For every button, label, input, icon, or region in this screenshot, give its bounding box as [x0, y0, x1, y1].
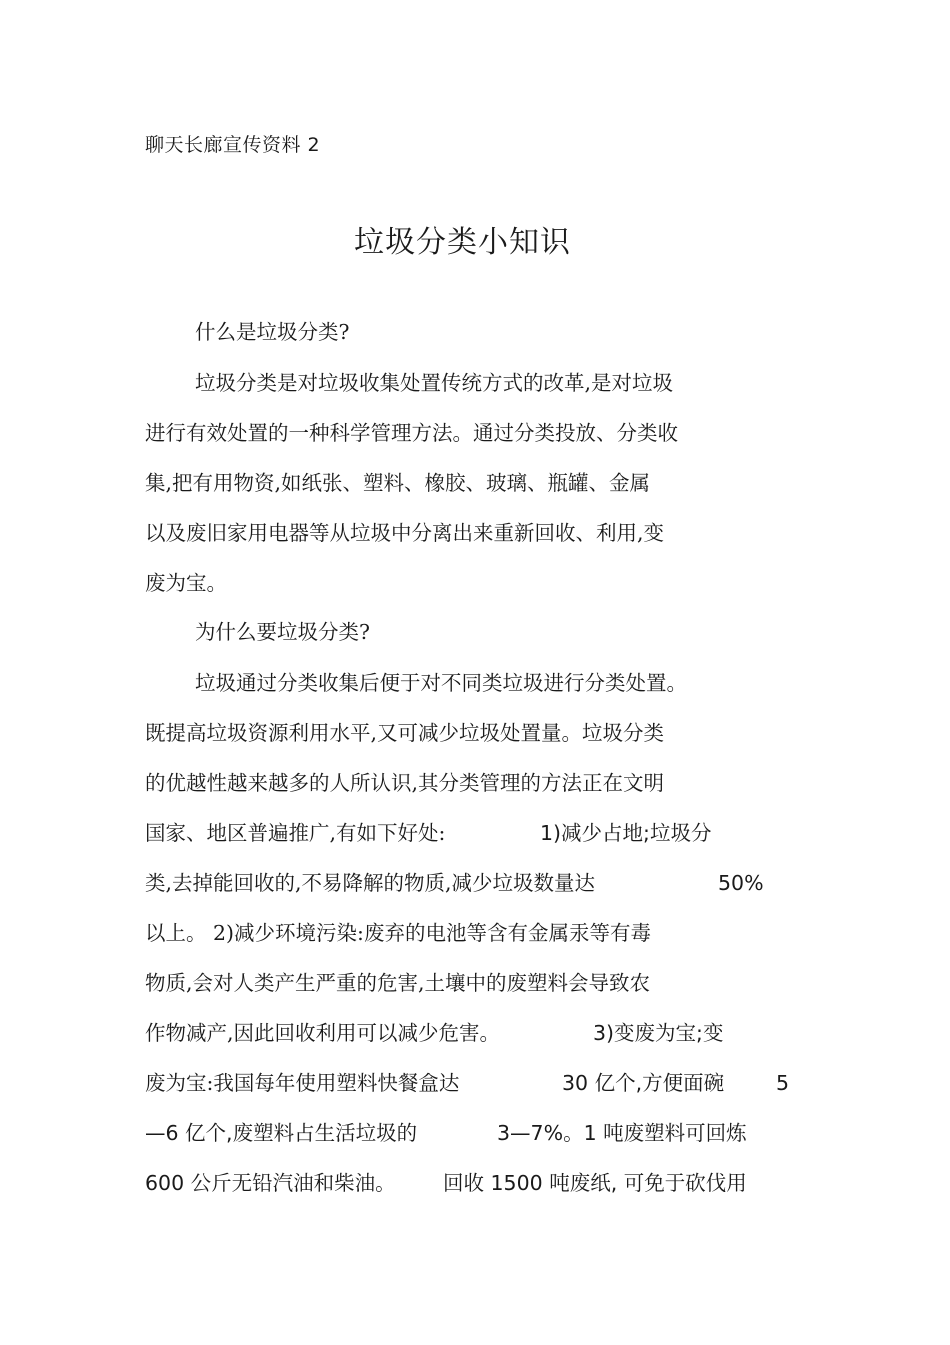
paragraph-fragment: 5 — [776, 1071, 790, 1095]
paragraph-line: 国家、地区普遍推广,有如下好处: — [145, 821, 446, 845]
paragraph-fragment: 3)变废为宝;变 — [593, 1021, 724, 1045]
header-label: 聊天长廊宣传资料 2 — [145, 134, 321, 156]
paragraph-fragment: 1)减少占地;垃圾分 — [540, 821, 712, 845]
paragraph-line: 以上。 2)减少环境污染:废弃的电池等含有金属汞等有毒 — [145, 921, 651, 945]
paragraph-line: 类,去掉能回收的,不易降解的物质,减少垃圾数量达 — [145, 871, 596, 895]
paragraph-fragment: —6 亿个,废塑料占生活垃圾的 — [145, 1121, 418, 1145]
paragraph-fragment: 回收 1500 吨废纸, 可免于砍伐用 — [443, 1171, 747, 1195]
paragraph-fragment: 30 亿个,方便面碗 — [562, 1071, 725, 1095]
paragraph-line: 垃圾分类是对垃圾收集处置传统方式的改革,是对垃圾 — [195, 371, 674, 395]
paragraph-line: 的优越性越来越多的人所认识,其分类管理的方法正在文明 — [145, 771, 665, 795]
document-title: 垃圾分类小知识 — [354, 225, 571, 260]
paragraph-fragment: 50% — [718, 871, 764, 895]
paragraph-line: 既提高垃圾资源利用水平,又可减少垃圾处置量。垃圾分类 — [145, 721, 665, 745]
paragraph-line: 作物减产,因此回收利用可以减少危害。 — [145, 1021, 501, 1045]
heading-why-sorting: 为什么要垃圾分类? — [195, 620, 370, 644]
paragraph-fragment: 600 公斤无铅汽油和柴油。 — [145, 1171, 396, 1195]
paragraph-line: 垃圾通过分类收集后便于对不同类垃圾进行分类处置。 — [195, 671, 687, 695]
paragraph-fragment: 3—7%。1 吨废塑料可回炼 — [497, 1121, 747, 1145]
paragraph-line: 以及废旧家用电器等从垃圾中分离出来重新回收、利用,变 — [145, 521, 665, 545]
heading-what-is-sorting: 什么是垃圾分类? — [195, 320, 350, 344]
paragraph-line: 进行有效处置的一种科学管理方法。通过分类投放、分类收 — [145, 421, 678, 445]
paragraph-line: 集,把有用物资,如纸张、塑料、橡胶、玻璃、瓶罐、金属 — [145, 471, 651, 495]
paragraph-line: 废为宝。 — [145, 571, 227, 595]
paragraph-line: 废为宝:我国每年使用塑料快餐盒达 — [145, 1071, 460, 1095]
paragraph-line: 物质,会对人类产生严重的危害,土壤中的废塑料会导致农 — [145, 971, 651, 995]
